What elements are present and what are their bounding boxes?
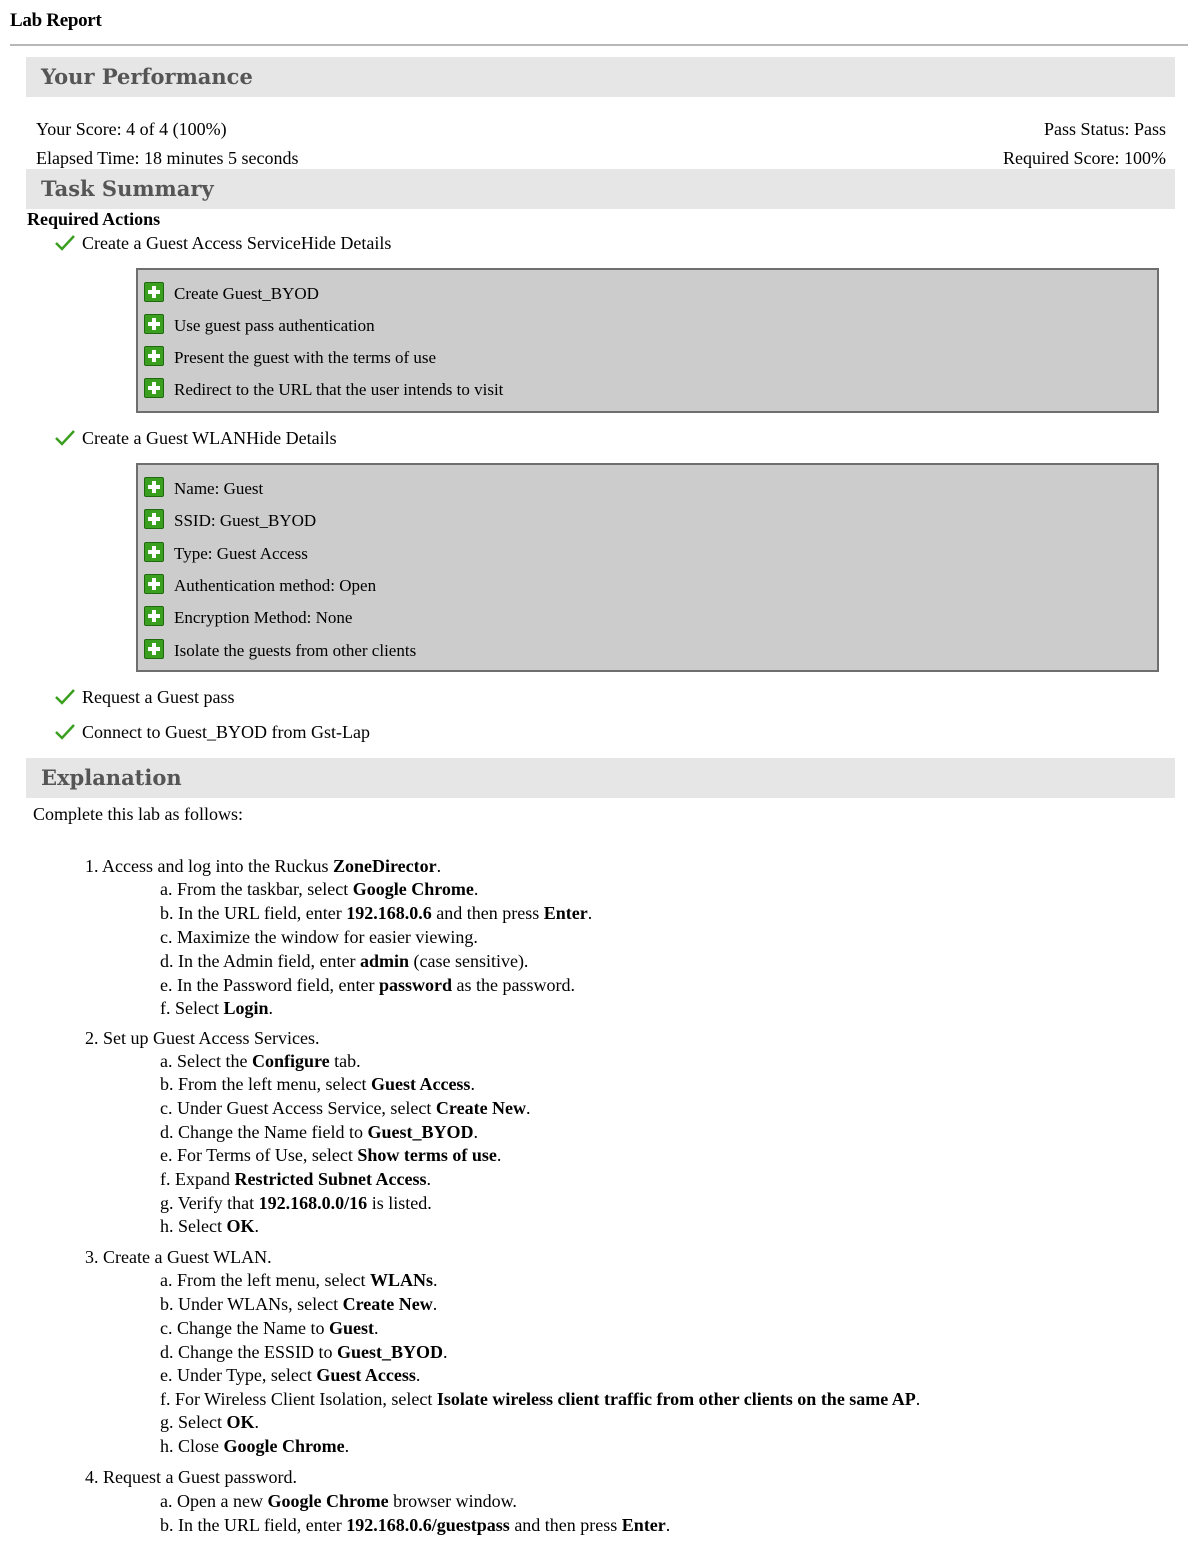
page-title: Lab Report (10, 10, 102, 31)
substep-letter: e. (160, 975, 177, 995)
hide-details-link[interactable]: Hide Details (300, 233, 392, 253)
detail-item: Present the guest with the terms of use (144, 346, 436, 369)
substep-letter: b. (160, 1294, 178, 1314)
score-text: Your Score: 4 of 4 (100%) (36, 119, 227, 139)
detail-item: Redirect to the URL that the user intends to visit (144, 378, 503, 401)
substep-letter: b. (160, 903, 178, 923)
explanation-step: 4. Request a Guest password. (85, 1467, 297, 1487)
explanation-substep: e. Under Type, select Guest Access. (160, 1365, 421, 1385)
hide-details-link[interactable]: Hide Details (246, 428, 337, 448)
substep-letter: c. (160, 1098, 177, 1118)
plus-icon[interactable] (144, 477, 164, 497)
substep-letter: f. (160, 1169, 175, 1189)
explanation-substep: b. In the URL field, enter 192.168.0.6/guestpass and then press Enter. (160, 1515, 671, 1535)
explanation-substep: e. For Terms of Use, select Show terms of use. (160, 1145, 502, 1165)
explanation-substep: a. Open a new Google Chrome browser window. (160, 1491, 517, 1511)
explanation-substep: h. Select OK. (160, 1216, 259, 1236)
substep-letter: b. (160, 1074, 178, 1094)
pass-status-text: Pass Status: Pass (1043, 119, 1166, 139)
explanation-substep: f. Expand Restricted Subnet Access. (160, 1169, 431, 1189)
substep-letter: c. (160, 927, 177, 947)
substep-letter: f. (160, 1389, 175, 1409)
explanation-intro: Complete this lab as follows: (33, 804, 243, 824)
substep-letter: e. (160, 1145, 177, 1165)
substep-letter: e. (160, 1365, 177, 1385)
checkmark-icon (54, 234, 76, 252)
explanation-substep: a. From the left menu, select WLANs. (160, 1270, 438, 1290)
detail-item: Create Guest_BYOD (144, 282, 319, 305)
explanation-substep: g. Verify that 192.168.0.0/16 is listed. (160, 1193, 432, 1213)
detail-item: Use guest pass authentication (144, 314, 375, 337)
task-label: Create a Guest WLAN (82, 428, 247, 448)
task-label: Connect to Guest_BYOD from Gst-Lap (82, 722, 370, 742)
substep-letter: a. (160, 879, 177, 899)
explanation-substep: d. Change the Name field to Guest_BYOD. (160, 1122, 478, 1142)
substep-letter: a. (160, 1270, 177, 1290)
substep-letter: g. (160, 1193, 178, 1213)
step-number: 1. (85, 856, 103, 876)
task-item (54, 427, 337, 449)
explanation-substep: c. Under Guest Access Service, select Create New. (160, 1098, 531, 1118)
task-label: Create a Guest Access Service (82, 233, 301, 253)
task-label: Request a Guest pass (82, 687, 235, 707)
checkmark-icon (54, 688, 76, 706)
substep-letter: h. (160, 1436, 178, 1456)
explanation-heading: Explanation (26, 758, 1175, 798)
substep-letter: a. (160, 1051, 177, 1071)
detail-item: Type: Guest Access (144, 542, 308, 565)
explanation-substep: a. From the taskbar, select Google Chrome. (160, 879, 479, 899)
substep-letter: d. (160, 1342, 178, 1362)
checkmark-icon (54, 429, 76, 447)
substep-letter: h. (160, 1216, 178, 1236)
plus-icon[interactable] (144, 314, 164, 334)
explanation-substep: c. Maximize the window for easier viewing. (160, 927, 478, 947)
substep-letter: b. (160, 1515, 178, 1535)
task-details-box (136, 463, 1159, 672)
explanation-step: 2. Set up Guest Access Services. (85, 1028, 320, 1048)
task-item (54, 721, 370, 743)
plus-icon[interactable] (144, 574, 164, 594)
explanation-substep: e. In the Password field, enter password as the password. (160, 975, 575, 995)
plus-icon[interactable] (144, 346, 164, 366)
explanation-substep: h. Close Google Chrome. (160, 1436, 350, 1456)
checkmark-icon (54, 723, 76, 741)
detail-item: Isolate the guests from other clients (144, 639, 416, 662)
explanation-substep: c. Change the Name to Guest. (160, 1318, 379, 1338)
substep-letter: d. (160, 951, 178, 971)
substep-letter: c. (160, 1318, 177, 1338)
explanation-substep: d. In the Admin field, enter admin (case sensitive). (160, 951, 529, 971)
explanation-step: 1. Access and log into the Ruckus ZoneDirector. (85, 856, 442, 876)
detail-item: Name: Guest (144, 477, 263, 500)
plus-icon[interactable] (144, 282, 164, 302)
performance-heading: Your Performance (26, 57, 1175, 97)
explanation-substep: b. In the URL field, enter 192.168.0.6 and then press Enter. (160, 903, 593, 923)
detail-item: Encryption Method: None (144, 606, 352, 629)
explanation-substep: f. For Wireless Client Isolation, select Isolate wireless client traffic from other clients on the same AP. (160, 1389, 921, 1409)
plus-icon[interactable] (144, 509, 164, 529)
plus-icon[interactable] (144, 378, 164, 398)
plus-icon[interactable] (144, 639, 164, 659)
plus-icon[interactable] (144, 542, 164, 562)
task-details-box (136, 268, 1159, 413)
explanation-substep: f. Select Login. (160, 998, 274, 1018)
plus-icon[interactable] (144, 606, 164, 626)
explanation-step: 3. Create a Guest WLAN. (85, 1247, 272, 1267)
explanation-substep: g. Select OK. (160, 1412, 259, 1432)
substep-letter: d. (160, 1122, 178, 1142)
task-summary-heading: Task Summary (26, 169, 1175, 209)
explanation-substep: d. Change the ESSID to Guest_BYOD. (160, 1342, 448, 1362)
detail-item: SSID: Guest_BYOD (144, 509, 316, 532)
step-number: 4. (85, 1467, 103, 1487)
elapsed-time-text: Elapsed Time: 18 minutes 5 seconds (36, 148, 299, 168)
substep-letter: f. (160, 998, 175, 1018)
required-actions-heading: Required Actions (27, 209, 161, 229)
explanation-substep: b. Under WLANs, select Create New. (160, 1294, 438, 1314)
explanation-substep: a. Select the Configure tab. (160, 1051, 361, 1071)
task-item (54, 686, 234, 708)
title-divider (10, 44, 1188, 46)
step-number: 2. (85, 1028, 103, 1048)
detail-item: Authentication method: Open (144, 574, 376, 597)
step-number: 3. (85, 1247, 103, 1267)
substep-letter: g. (160, 1412, 178, 1432)
required-score-text: Required Score: 100% (1003, 148, 1166, 168)
substep-letter: a. (160, 1491, 177, 1511)
task-item (54, 232, 391, 254)
explanation-substep: b. From the left menu, select Guest Access. (160, 1074, 475, 1094)
